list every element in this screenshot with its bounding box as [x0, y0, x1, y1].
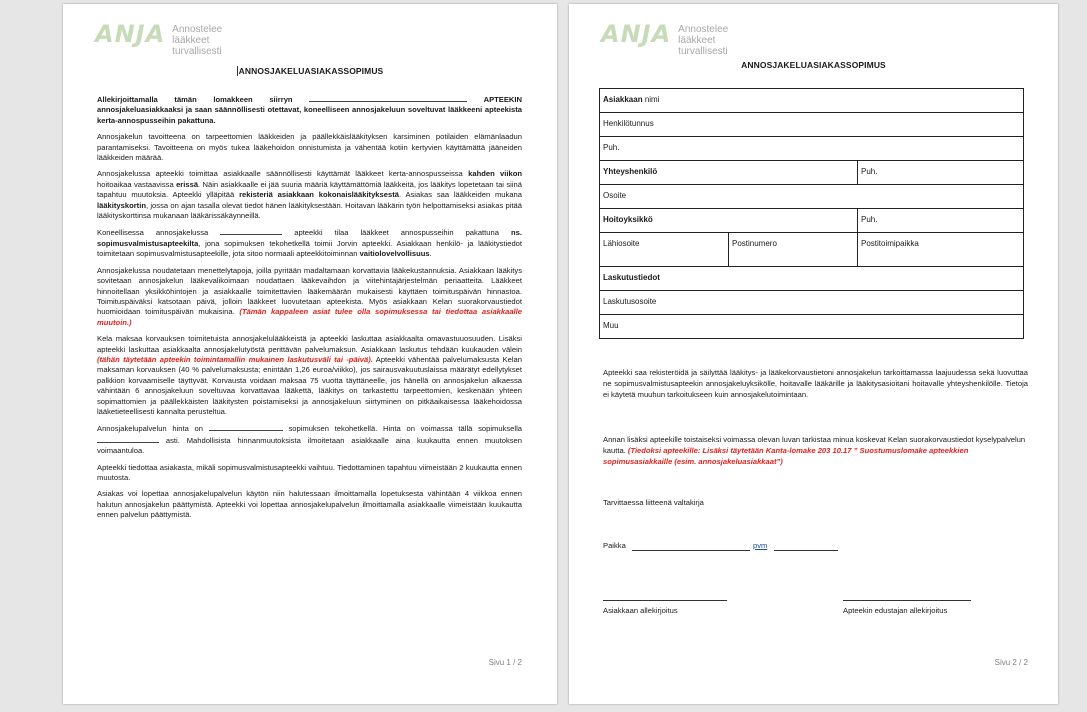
price-blank[interactable]	[209, 423, 283, 431]
title-text: ANNOSJAKELUASIAKASSOPIMUS	[238, 66, 384, 76]
paragraph-pricing	[97, 266, 522, 328]
kela-consent-paragraph	[603, 434, 1028, 467]
address-field[interactable]	[600, 185, 1023, 208]
label: Lähiosoite	[603, 239, 640, 248]
place-line[interactable]	[632, 550, 750, 551]
logo-tagline: Annostelee lääkkeet turvallisesti	[172, 24, 223, 57]
customer-signature-label: Asiakkaan allekirjoitus	[603, 606, 678, 615]
label: Puh.	[603, 143, 620, 152]
form-row-ssn	[600, 112, 1023, 136]
valid-until-blank[interactable]	[97, 435, 159, 443]
date-line[interactable]	[774, 550, 838, 551]
anja-logo	[95, 22, 252, 57]
text: hoitoaikaa vastaavissa	[97, 179, 174, 189]
form-row-contact	[600, 160, 1023, 184]
anja-logo	[601, 22, 758, 57]
pharmacy-signature-label: Apteekin edustajan allekirjoitus	[843, 606, 948, 615]
ssn-field[interactable]	[600, 113, 1023, 136]
text: . Asiakas saa lääkkeiden mukana	[398, 190, 522, 200]
postal-code-field[interactable]	[728, 233, 857, 266]
text-bold: erissä	[176, 179, 199, 189]
text: Apteekki vähentää palvelumaksusta Kelan maksaman korvauksen (40 % palvelumaksusta; enintään 1,26 euroa/viikko), jos sairausvakuutuslaissa määrätyt edellytykset palkkion korvaamiselle täyttyvät. Korvausta voidaan maksaa 75 vuotta täyttäneelle, jos hänellä on annosjakelun alkaessa vähintään 6 annosjakeluun soveltuvaa korvattavaa lääkettä, lääkitys on tarkastettu tarpeettomien, keskenään yhteen sopimattomien ja päällekkäisten lääkitysten poistamiseksi ja annosjakeluun siirtyminen on pitkäaikaisessa lääkehoidossa lääketieteellisesti kannalta perusteltua.	[97, 354, 522, 416]
text: .	[429, 249, 432, 259]
form-row-other	[600, 314, 1023, 338]
red-note: (Tiedoksi apteekille: Lisäksi täytetään Kanta-lomake 203 10.17 ” Suostumuslomake apteekkien sopimusasiakkaille (esim. annosjakeluasiakkaat”)	[603, 446, 969, 466]
text-bold: ns. sopimusvalmistusapteekilta	[97, 228, 522, 248]
form-row-phone	[600, 136, 1023, 160]
logo-mark: ANJA	[601, 20, 672, 48]
text: asti. Mahdollisista hinnanmuutoksista ilmoitetaan asiakkaalle aina kuukautta ennen muutoksen voimaantuloa.	[97, 435, 522, 456]
date-label: pvm	[753, 541, 768, 550]
text: apteekki tilaa lääkkeet annospusseihin pakattuna	[294, 228, 499, 238]
text-bold: rekisteriä asiakkaan kokonaislääkityksestä	[239, 190, 399, 200]
page-title	[63, 66, 557, 76]
text: , jossa on ajan tasalla olevat tiedot hänen lääkityksestään. Hoitavan lääkärin työn helpottamiseksi asiakas pitää lääkityskorttinsa mukanaan lääkärissäkäynneillä.	[97, 200, 522, 221]
billing-address-field[interactable]	[600, 291, 1023, 314]
label: nimi	[642, 95, 660, 104]
label: Osoite	[603, 191, 627, 200]
label: Laskutusosoite	[603, 297, 657, 306]
page-number: Sivu 1 / 2	[488, 658, 522, 667]
street-address-field[interactable]	[600, 233, 728, 266]
pharmacy-signature-line[interactable]	[843, 600, 971, 601]
billing-info-header	[600, 267, 1023, 290]
paragraph-kela	[97, 334, 522, 417]
paragraph-price	[97, 423, 522, 456]
logo-tagline: Annostelee lääkkeet turvallisesti	[678, 24, 729, 57]
intro-text-a: Allekirjoittamalla tämän lomakkeen siirryn	[97, 95, 293, 104]
paragraph-termination: Asiakas voi lopettaa annosjakelupalvelun käytön niin halutessaan ilmoittamalla lopetuksesta vähintään 4 viikkoa ennen halutun annosjakelun päättymistä. Apteekki voi lopettaa annosjakelupalvelun ilmoittamalla asiakkaalle viimeistään kuukautta ennen palvelun päättymistä.	[97, 489, 522, 520]
red-note: (tähän täytetään apteekin toimintamallin mukainen laskutusväli tai -päivä).	[97, 354, 373, 364]
agreement-body	[97, 94, 522, 527]
form-row-postal	[600, 232, 1023, 266]
document-page-2	[569, 4, 1058, 704]
care-unit-field[interactable]	[600, 209, 857, 232]
place-label: Paikka	[603, 541, 626, 550]
label: Henkilötunnus	[603, 119, 654, 128]
contact-phone-field[interactable]	[857, 161, 1023, 184]
form-row-billing	[600, 266, 1023, 290]
consent-paragraph: Apteekki saa rekisteröidä ja säilyttää lääkitys- ja lääkekorvaustietoni annosjakelun tarkoittamassa laajuudessa sekä luovuttaa ne sopimusvalmistusapteekin annosjakeluyksikölle, hoitavalle lääkärille ja lääkitysasioitani hoitavalle yhteyshenkilölle. Tietoja ei käytetä muuhun tarkoitukseen kuin annosjakelutoimintaan.	[603, 368, 1028, 399]
unit-phone-field[interactable]	[857, 209, 1023, 232]
phone-field[interactable]	[600, 137, 1023, 160]
red-note: (Tämän kappaleen asiat tulee olla sopimuksessa tai tiedottaa asiakkaalle muutoin.)	[97, 307, 522, 327]
text: Koneellisessa annosjakelussa	[97, 228, 209, 238]
form-row-billing-address	[600, 290, 1023, 314]
label-bold: Asiakkaan	[603, 95, 643, 104]
label: Postinumero	[732, 239, 777, 248]
label-bold: Yhteyshenkilö	[603, 167, 658, 176]
text: Kela maksaa korvauksen toimitetuista annosjakelulääkkeistä ja apteekki laskuttaa asiakkaalta omavastuuosuuden. Lisäksi apteekki laskuttaa asiakkaalta annosjakelutyöstä perittävän palvelumaksun. Asiakkaan laskutus tehdään kuukauden välein	[97, 334, 522, 354]
customer-signature-line[interactable]	[603, 600, 727, 601]
intro-text-b: APTEEKIN annosjakeluasiakkaaksi ja saan säännöllisesti otettavat, koneelliseen annosjakeluun soveltuvat lääkkeeni apteekista kerta-annospusseihin pakattuna.	[97, 95, 522, 125]
paragraph-goal: Annosjakelun tavoitteena on tarpeettomien lääkkeiden ja päällekkäislääkityksen karsiminen potilaiden elämänlaadun parantamiseksi. Tavoitteena on myös tukea lääkehoidon onnistumista ja vähentää kotiin kertyvien käyttämättä jääneiden lääkkeiden määrää.	[97, 132, 522, 163]
label-bold: Laskutustiedot	[603, 273, 660, 282]
paragraph-machine	[97, 227, 522, 259]
text: Annosjakelussa apteekki toimittaa asiakkaalle säännöllisesti käyttämät lääkkeet kerta-annospusseissa	[97, 169, 463, 179]
text: Annosjakelupalvelun hinta on	[97, 424, 204, 434]
other-field[interactable]	[600, 315, 1023, 338]
customer-name-field[interactable]	[600, 89, 1023, 112]
document-page-1	[63, 4, 557, 704]
page-number: Sivu 2 / 2	[994, 658, 1028, 667]
paragraph-intro	[97, 94, 522, 126]
text: Annan lisäksi apteekille toistaiseksi voimassa olevan luvan tarkistaa minua koskevat Kelan suorakorvaustiedot kyselypalvelun kautta.	[603, 435, 1026, 455]
label-bold: Hoitoyksikkö	[603, 215, 653, 224]
text-bold: vaitiolovelvollisuus	[359, 249, 430, 259]
label: Postitoimipaikka	[861, 239, 919, 248]
text: . Näin asiakkaalle ei jää suuria määriä käyttämättömiä lääkkeitä, jos lääkitys lopetetaan tai siinä tapahtuu muutoksia. Apteekki ylläpitää	[97, 179, 522, 200]
form-row-name	[600, 89, 1023, 112]
pharmacy-blank-2[interactable]	[220, 227, 282, 235]
page-title: ANNOSJAKELUASIAKASSOPIMUS	[741, 60, 886, 70]
text-bold: kahden viikon	[468, 169, 522, 179]
paragraph-change: Apteekki tiedottaa asiakasta, mikäli sopimusvalmistusapteekki vaihtuu. Tiedottaminen tapahtuu viimeistään 2 kuukautta ennen muutosta.	[97, 462, 522, 482]
logo-mark: ANJA	[95, 20, 166, 48]
label: Muu	[603, 321, 619, 330]
label: Puh.	[861, 167, 878, 176]
text: , jona sopimuksen tekohetkellä toimii Jorvin apteekki. Asiakkaan henkilö- ja lääkitystiedot toimitetaan sopimusvalmistusapteekille, jota sitoo normaali apteekkitoiminnan	[97, 238, 522, 259]
label: Puh.	[861, 215, 878, 224]
paragraph-delivery	[97, 169, 522, 221]
form-row-unit	[600, 208, 1023, 232]
city-field[interactable]	[857, 233, 1023, 266]
customer-form	[599, 88, 1024, 339]
text-bold: lääkityskortin	[97, 200, 146, 210]
text: sopimuksen tekohetkellä. Hinta on voimassa tällä sopimuksella	[288, 424, 522, 434]
text: Annosjakelussa noudatetaan menettelytapoja, joilla pyritään madaltamaan korvattavia lääkekustannuksia. Asiakkaan lääkitys sovitetaan annosjakelun lääkevalikoimaan noudattaen lääkevaihdon ja viitehintajärjestelmän periaatteita. Lääkkeet hinnoitellaan yksikköhintojen ja asiakkaalle toimitettavien lääkemäärän mukaisesti käyttäen toimituspäivän hinnastoa. Toimituspäiväksi katsotaan päivä, jolloin lääkkeet luovutetaan apteekista. Myös asiakkaan Kelan suorakorvaustiedot huomioidaan toimituspäivän mukaisina.	[97, 265, 522, 317]
attachment-note: Tarvittaessa liitteenä valtakirja	[603, 498, 704, 507]
contact-person-field[interactable]	[600, 161, 857, 184]
pharmacy-name-blank[interactable]	[309, 94, 467, 102]
form-row-address	[600, 184, 1023, 208]
